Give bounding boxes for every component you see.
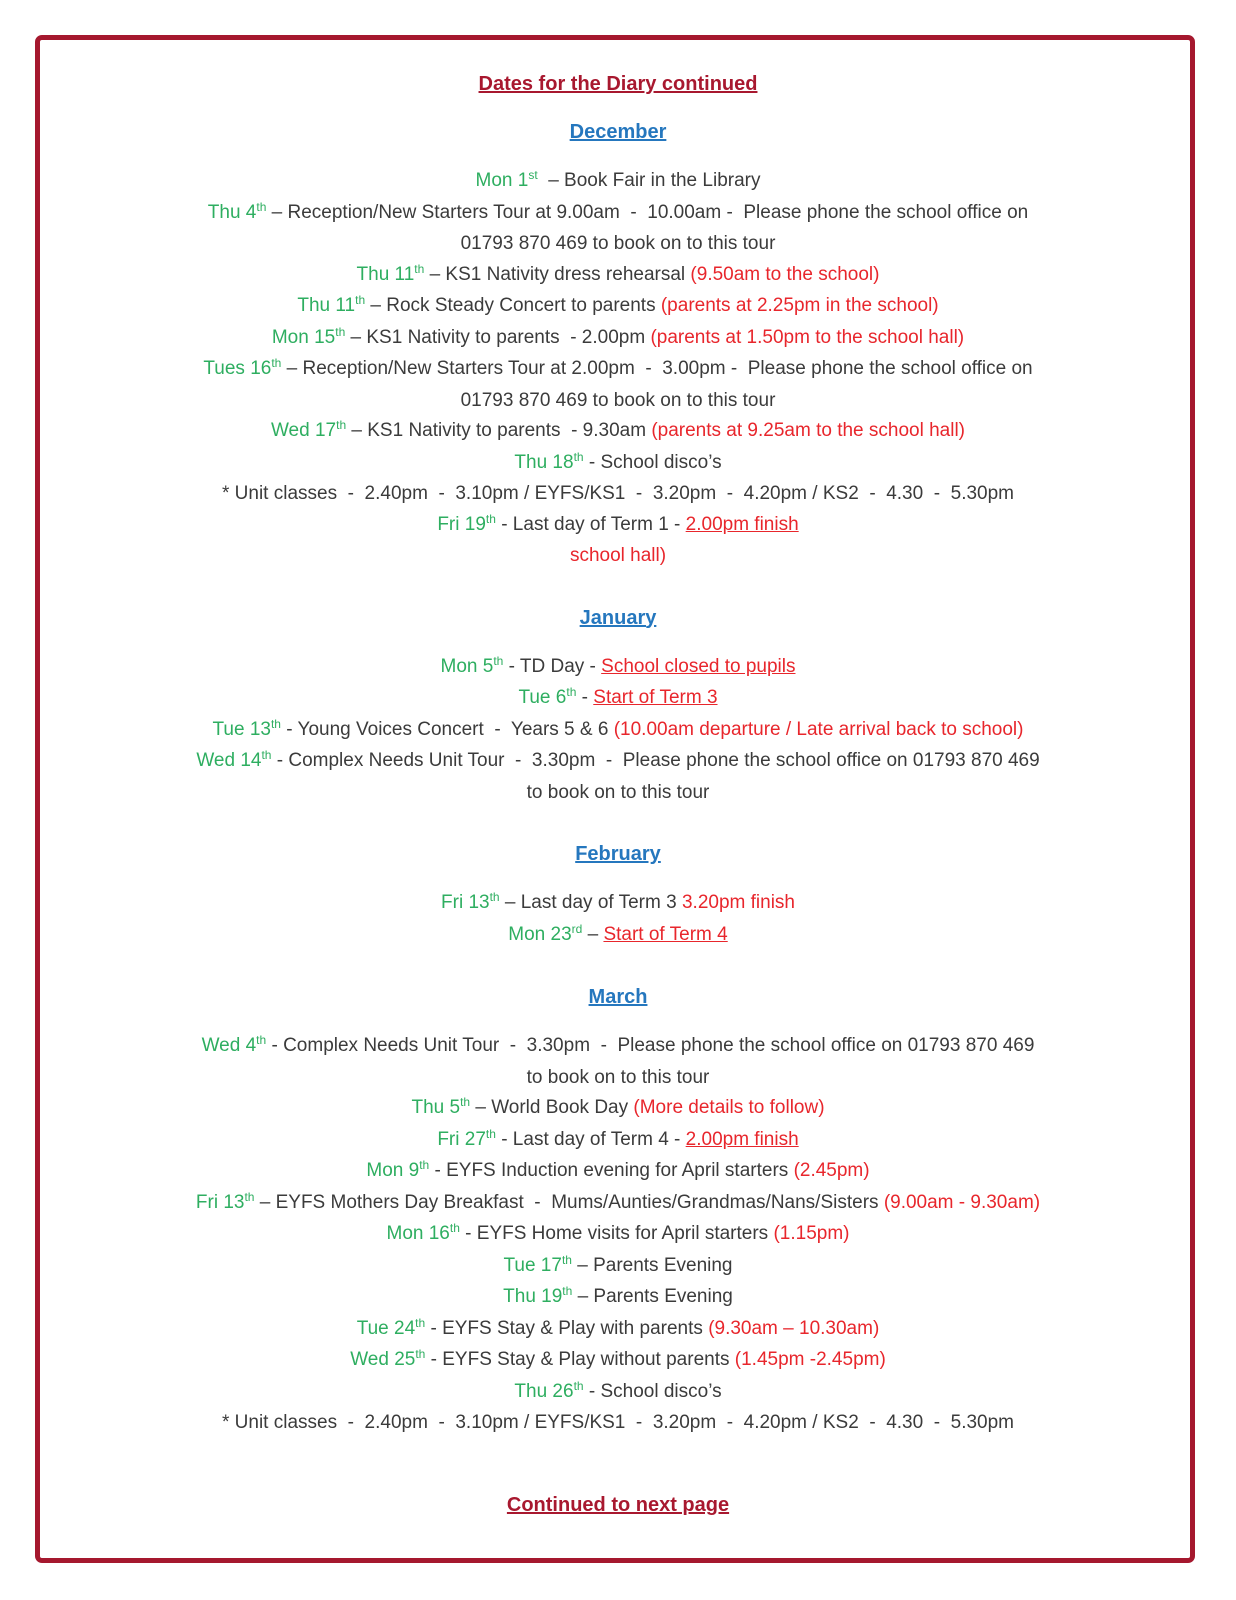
- text-segment: Mon 5: [440, 655, 494, 677]
- diary-line: [56, 920, 1180, 952]
- text-segment: Thu 18: [514, 451, 574, 473]
- text-segment: 01793 870 469 to book on to this tour: [460, 389, 776, 411]
- diary-line: [56, 1156, 1180, 1188]
- text-segment: Thu 5: [411, 1097, 461, 1118]
- text-segment: 2.00pm finish: [685, 513, 799, 535]
- diary-line: [56, 1314, 1180, 1346]
- text-segment: (9.50am to the school): [690, 263, 880, 285]
- diary-line: [56, 1093, 1180, 1125]
- text-segment: Thu 11: [356, 263, 415, 285]
- text-segment: (2.45pm): [793, 1160, 870, 1181]
- diary-line: [56, 354, 1180, 386]
- text-segment: Mon 23: [508, 923, 572, 945]
- text-segment: – Book Fair in the Library: [537, 170, 761, 191]
- text-segment: Mon 15: [271, 326, 336, 348]
- diary-line: [56, 291, 1180, 323]
- text-segment: Tue 13: [212, 718, 271, 740]
- text-segment: - TD Day -: [503, 655, 602, 677]
- text-segment: - EYFS Stay & Play with parents: [425, 1317, 709, 1339]
- text-segment: Tues 16: [203, 358, 272, 379]
- text-segment: - Last day of Term 4 -: [495, 1128, 686, 1150]
- ordinal-suffix: th: [566, 685, 577, 699]
- text-segment: Thu 4: [207, 201, 257, 223]
- ordinal-suffix: th: [355, 293, 366, 307]
- page-content: [56, 70, 1180, 1519]
- text-segment: * Unit classes - 2.40pm - 3.10pm / EYFS/KS1 - 3.20pm - 4.20pm / KS2 - 4.30 - 5.30pm: [222, 1412, 1014, 1433]
- text-segment: -: [576, 687, 594, 708]
- text-segment: school hall): [569, 545, 667, 566]
- text-segment: – KS1 Nativity to parents - 2.00pm: [345, 326, 651, 348]
- diary-line: [56, 1031, 1180, 1063]
- text-segment: - School disco’s: [583, 1380, 722, 1402]
- ordinal-suffix: th: [489, 890, 500, 904]
- text-segment: (9.30am – 10.30am): [708, 1317, 880, 1339]
- text-segment: 01793 870 469 to book on to this tour: [460, 233, 776, 254]
- text-segment: Fri 19: [437, 513, 486, 535]
- diary-line: [56, 746, 1180, 778]
- text-segment: Mon 16: [386, 1223, 450, 1244]
- ordinal-suffix: th: [270, 716, 281, 731]
- diary-line: [56, 510, 1180, 542]
- text-segment: Wed 14: [196, 750, 262, 771]
- diary-line: [56, 888, 1180, 920]
- diary-line: [56, 652, 1180, 684]
- text-segment: Fri 27: [437, 1128, 486, 1150]
- text-segment: Fri 13: [441, 892, 490, 913]
- text-segment: (1.45pm -2.45pm): [734, 1349, 886, 1370]
- text-segment: Fri 13: [195, 1191, 245, 1213]
- text-segment: Wed 25: [350, 1349, 416, 1370]
- text-segment: (parents at 1.50pm to the school hall): [650, 326, 965, 348]
- text-segment: – Last day of Term 3: [499, 892, 682, 913]
- diary-line: [56, 1063, 1180, 1094]
- ordinal-suffix: th: [573, 449, 584, 464]
- text-segment: - Complex Needs Unit Tour - 3.30pm - Please phone the school office on 01793 870 469: [271, 750, 1040, 771]
- ordinal-suffix: th: [244, 1189, 255, 1204]
- text-segment: – Parents Evening: [571, 1254, 733, 1276]
- diary-line: [56, 479, 1180, 510]
- ordinal-suffix: th: [415, 1315, 426, 1330]
- text-segment: Tue 17: [503, 1254, 562, 1276]
- text-segment: (parents at 9.25am to the school hall): [651, 420, 966, 441]
- ordinal-suffix: th: [256, 199, 267, 214]
- month-heading-december: December: [569, 121, 667, 143]
- text-segment: Thu 19: [503, 1286, 563, 1307]
- diary-line: [56, 416, 1180, 448]
- text-segment: Wed 4: [201, 1035, 257, 1056]
- diary-line: [56, 1251, 1180, 1283]
- text-segment: (9.00am - 9.30am): [883, 1191, 1041, 1213]
- month-heading-march: March: [588, 986, 648, 1008]
- ordinal-suffix: th: [493, 653, 504, 668]
- text-segment: - Last day of Term 1 -: [495, 513, 686, 535]
- ordinal-suffix: th: [271, 356, 282, 370]
- text-segment: School closed to pupils: [601, 655, 796, 677]
- ordinal-suffix: th: [336, 418, 347, 432]
- ordinal-suffix: th: [460, 1095, 471, 1109]
- text-segment: - Young Voices Concert - Years 5 & 6: [280, 718, 614, 740]
- diary-line: [56, 1282, 1180, 1314]
- text-segment: * Unit classes - 2.40pm - 3.10pm / EYFS/KS1 - 3.20pm - 4.20pm / KS2 - 4.30 - 5.30pm: [222, 483, 1014, 504]
- text-segment: (1.15pm): [773, 1223, 850, 1244]
- ordinal-suffix: th: [485, 511, 496, 526]
- text-segment: - Complex Needs Unit Tour - 3.30pm - Please phone the school office on 01793 870 469: [266, 1035, 1035, 1056]
- diary-line: [56, 778, 1180, 809]
- ordinal-suffix: th: [485, 1126, 496, 1141]
- text-segment: Thu 11: [297, 295, 356, 316]
- diary-line: [56, 1345, 1180, 1377]
- text-segment: – Reception/New Starters Tour at 9.00am - 10.00am - Please phone the school office on: [266, 201, 1029, 223]
- text-segment: - EYFS Induction evening for April starters: [429, 1160, 794, 1181]
- diary-line: [56, 1188, 1180, 1220]
- text-segment: - EYFS Home visits for April starters: [459, 1223, 774, 1244]
- ordinal-suffix: th: [335, 324, 346, 339]
- text-segment: – Reception/New Starters Tour at 2.00pm - 3.00pm - Please phone the school office on: [281, 358, 1033, 379]
- diary-line: [56, 541, 1180, 572]
- ordinal-suffix: th: [256, 1033, 267, 1047]
- text-segment: – Parents Evening: [572, 1286, 733, 1307]
- text-segment: – Rock Steady Concert to parents: [365, 295, 661, 316]
- text-segment: Mon 9: [366, 1160, 420, 1181]
- text-segment: - School disco’s: [583, 451, 722, 473]
- text-segment: Wed 17: [270, 420, 337, 441]
- diary-sections: [56, 118, 1180, 1439]
- ordinal-suffix: th: [561, 1252, 572, 1267]
- diary-line: [56, 260, 1180, 292]
- diary-line: [56, 1377, 1180, 1409]
- text-segment: Start of Term 4: [603, 923, 728, 945]
- diary-line: [56, 448, 1180, 480]
- ordinal-suffix: rd: [571, 921, 583, 936]
- text-segment: to book on to this tour: [526, 781, 710, 803]
- text-segment: (parents at 2.25pm in the school): [660, 295, 939, 316]
- month-heading-january: January: [579, 606, 657, 629]
- text-segment: –: [582, 923, 604, 945]
- ordinal-suffix: th: [261, 748, 272, 762]
- text-segment: – World Book Day: [470, 1097, 634, 1118]
- ordinal-suffix: th: [562, 1284, 573, 1298]
- text-segment: 2.00pm finish: [685, 1128, 799, 1150]
- ordinal-suffix: th: [573, 1378, 584, 1393]
- diary-line: [56, 229, 1180, 260]
- ordinal-suffix: th: [415, 1347, 426, 1361]
- text-segment: Mon 1: [475, 170, 529, 191]
- text-segment: – KS1 Nativity dress rehearsal: [424, 263, 691, 285]
- footer-note: Continued to next page: [506, 1493, 730, 1516]
- diary-line: [56, 386, 1180, 417]
- diary-line: [56, 683, 1180, 715]
- diary-line: [56, 1219, 1180, 1251]
- text-segment: – KS1 Nativity to parents - 9.30am: [346, 420, 652, 441]
- diary-line: [56, 198, 1180, 230]
- ordinal-suffix: th: [414, 261, 425, 276]
- text-segment: Tue 6: [518, 687, 567, 708]
- month-heading-february: February: [575, 843, 661, 865]
- diary-line: [56, 323, 1180, 355]
- ordinal-suffix: th: [419, 1158, 430, 1172]
- text-segment: (More details to follow): [633, 1097, 825, 1118]
- diary-line: [56, 1125, 1180, 1157]
- text-segment: (10.00am departure / Late arrival back to school): [613, 718, 1024, 740]
- text-segment: Tue 24: [356, 1317, 416, 1339]
- ordinal-suffix: st: [528, 168, 538, 182]
- ordinal-suffix: th: [449, 1221, 460, 1235]
- page-title: Dates for the Diary continued: [478, 73, 758, 95]
- text-segment: – EYFS Mothers Day Breakfast - Mums/Aunties/Grandmas/Nans/Sisters: [254, 1191, 884, 1213]
- diary-line: [56, 166, 1180, 198]
- text-segment: - EYFS Stay & Play without parents: [425, 1349, 735, 1370]
- text-segment: 3.20pm finish: [681, 892, 795, 913]
- text-segment: to book on to this tour: [526, 1066, 710, 1088]
- diary-line: [56, 715, 1180, 747]
- text-segment: Thu 26: [514, 1380, 574, 1402]
- text-segment: Start of Term 3: [593, 687, 718, 708]
- diary-line: [56, 1408, 1180, 1439]
